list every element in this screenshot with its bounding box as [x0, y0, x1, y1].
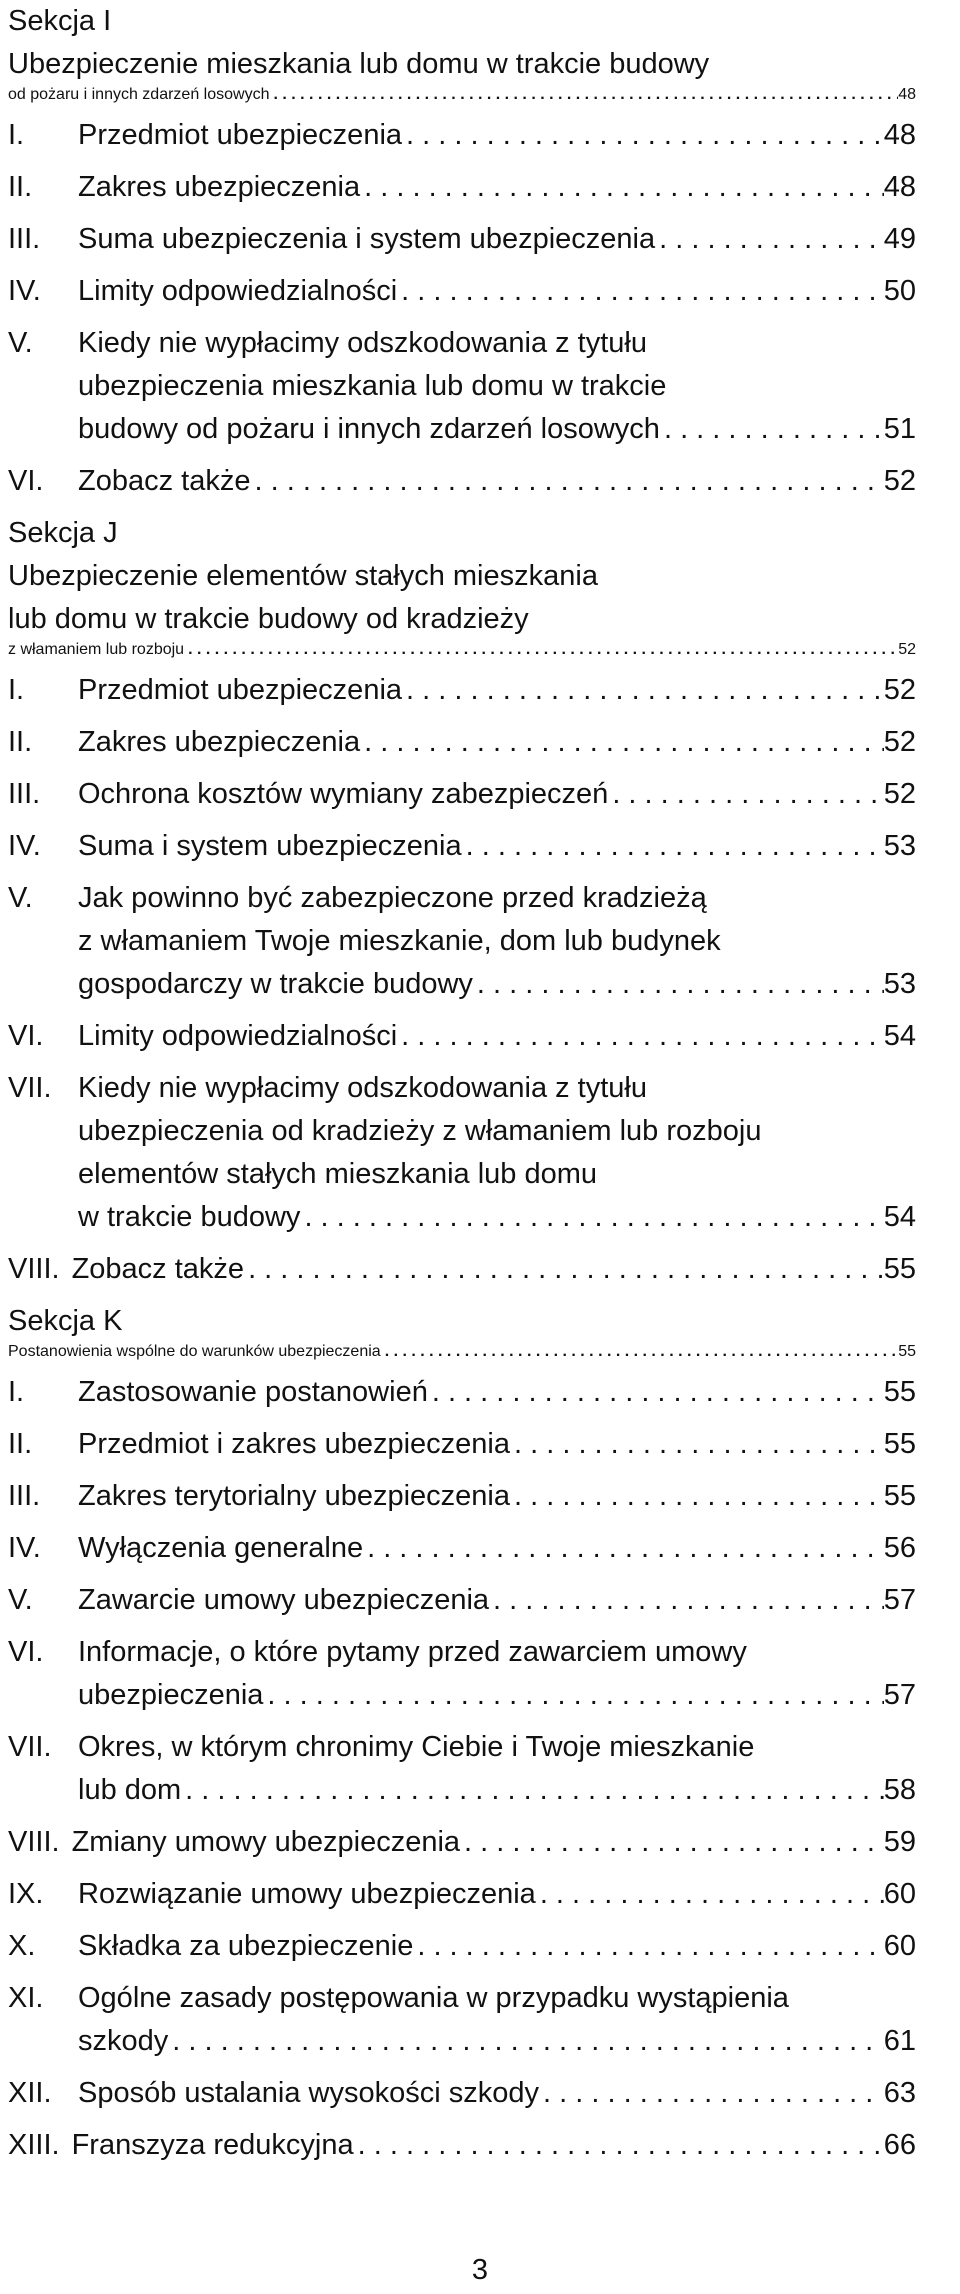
dot-leader: [608, 773, 883, 816]
dot-leader: [360, 166, 884, 209]
section-page-number: 55: [898, 1343, 916, 1360]
entry-title-line: Jak powinno być zabezpieczone przed kradzieżą: [78, 882, 707, 914]
entry-title-line: Okres, w którym chronimy Ciebie i Twoje mieszkanie: [78, 1731, 755, 1763]
section-title-text: Postanowienia wspólne do warunków ubezpieczenia: [8, 1343, 381, 1360]
entry-page-number: 51: [883, 413, 916, 445]
entry-body: [78, 1977, 916, 2063]
dot-leader: [363, 1527, 884, 1570]
entry-number: I.: [8, 674, 25, 706]
dot-leader: [360, 721, 884, 764]
entry-title-text: Zakres terytorialny ubezpieczenia: [78, 1480, 510, 1512]
toc-entry[interactable]: [8, 1067, 916, 1239]
entry-title-text: Limity odpowiedzialności: [78, 1020, 398, 1052]
dot-leader: [460, 1821, 884, 1864]
entry-number: I.: [8, 1376, 25, 1408]
dot-leader: [381, 1343, 899, 1361]
dot-leader: [402, 114, 884, 157]
dot-leader: [250, 460, 883, 503]
entry-body: [78, 669, 916, 712]
toc-entry[interactable]: [8, 825, 916, 868]
entry-title-text: Zmiany umowy ubezpieczenia: [71, 1826, 461, 1858]
dot-leader: [510, 1475, 884, 1518]
dot-leader: [181, 1769, 884, 1812]
toc-entry[interactable]: [8, 1821, 916, 1864]
entry-title-text: Zastosowanie postanowień: [78, 1376, 428, 1408]
entry-title-text: Zakres ubezpieczenia: [78, 726, 361, 758]
entry-title-line: Kiedy nie wypłacimy odszkodowania z tytułu: [78, 327, 647, 359]
entry-title-line: z włamaniem Twoje mieszkanie, dom lub budynek: [78, 925, 721, 957]
entry-last-line: [78, 408, 916, 451]
entry-body: [78, 1873, 916, 1916]
entry-body: [78, 773, 916, 816]
entry-body: [78, 1423, 916, 1466]
entry-page-number: 55: [883, 1428, 916, 1460]
entry-number: IV.: [8, 275, 41, 307]
toc-entry[interactable]: [8, 1579, 916, 1622]
entry-body: [78, 1631, 916, 1717]
entry-number: VII.: [8, 1072, 52, 1104]
toc-entry[interactable]: [8, 322, 916, 451]
entry-last-line: [72, 2124, 916, 2167]
entry-page-number: 63: [883, 2077, 916, 2109]
entry-number: I.: [8, 119, 25, 151]
entry-title-text: Wyłączenia generalne: [78, 1532, 364, 1564]
entry-title-text: Ochrona kosztów wymiany zabezpieczeń: [78, 778, 609, 810]
entry-body: [78, 1371, 916, 1414]
dot-leader: [473, 963, 884, 1006]
toc-entry[interactable]: [8, 721, 916, 764]
entry-page-number: 53: [883, 968, 916, 1000]
entry-title-text: Zobacz także: [71, 1253, 245, 1285]
section-page-number: 52: [898, 641, 916, 658]
entry-last-line: [78, 1873, 916, 1916]
entry-body: [78, 1579, 916, 1622]
entry-title-text: Suma ubezpieczenia i system ubezpieczenia: [78, 223, 656, 255]
toc-entry[interactable]: [8, 773, 916, 816]
entry-last-line: [78, 218, 916, 261]
entry-page-number: 52: [883, 674, 916, 706]
entry-page-number: 61: [883, 2025, 916, 2057]
entry-number: XI.: [8, 1982, 44, 2014]
entry-page-number: 60: [883, 1930, 916, 1962]
entry-last-line: [78, 1015, 916, 1058]
entry-title-text: lub dom: [78, 1774, 182, 1806]
dot-leader: [489, 1579, 884, 1622]
entry-page-number: 56: [883, 1532, 916, 1564]
entry-body: [78, 114, 916, 157]
entry-title-text: Przedmiot ubezpieczenia: [78, 119, 403, 151]
entry-page-number: 54: [883, 1201, 916, 1233]
section-page-number: 48: [898, 86, 916, 103]
entry-body: [78, 721, 916, 764]
table-of-contents: [8, 0, 916, 2176]
entry-last-line: [78, 1423, 916, 1466]
entry-body: [78, 1015, 916, 1058]
section-title[interactable]: [8, 1343, 916, 1361]
toc-entry[interactable]: [8, 2072, 916, 2115]
entry-title-line: ubezpieczenia od kradzieży z włamaniem lub rozboju: [78, 1115, 762, 1147]
entry-page-number: 60: [883, 1878, 916, 1910]
entry-last-line: [78, 2020, 916, 2063]
entry-last-line: [78, 773, 916, 816]
entry-page-number: 66: [883, 2129, 916, 2161]
entry-title-line: ubezpieczenia mieszkania lub domu w trakcie: [78, 370, 667, 402]
section-title-line: Ubezpieczenie elementów stałych mieszkania: [8, 560, 598, 592]
entry-last-line: [78, 825, 916, 868]
dot-leader: [655, 218, 884, 261]
dot-leader: [462, 825, 884, 868]
entry-title-text: Sposób ustalania wysokości szkody: [78, 2077, 540, 2109]
entry-title-text: ubezpieczenia: [78, 1679, 264, 1711]
section-title-text: od pożaru i innych zdarzeń losowych: [8, 86, 270, 103]
entry-body: [78, 877, 916, 1006]
entry-page-number: 48: [883, 171, 916, 203]
entry-page-number: 57: [883, 1679, 916, 1711]
entry-number: V.: [8, 882, 33, 914]
entry-body: [78, 460, 916, 503]
entry-page-number: 55: [883, 1376, 916, 1408]
entry-number: XII.: [8, 2077, 52, 2109]
entry-title-text: Zakres ubezpieczenia: [78, 171, 361, 203]
entry-body: [78, 270, 916, 313]
entry-body: [78, 1527, 916, 1570]
toc-section: [8, 1300, 916, 2167]
entry-title-text: gospodarczy w trakcie budowy: [78, 968, 473, 1000]
entry-last-line: [78, 721, 916, 764]
entry-page-number: 57: [883, 1584, 916, 1616]
entry-last-line: [78, 1579, 916, 1622]
entry-last-line: [78, 1475, 916, 1518]
entry-last-line: [78, 1769, 916, 1812]
section-label: Sekcja J: [8, 517, 118, 549]
toc-entry[interactable]: [8, 1977, 916, 2063]
entry-number: III.: [8, 778, 41, 810]
entry-last-line: [78, 1527, 916, 1570]
entry-title-text: Przedmiot i zakres ubezpieczenia: [78, 1428, 510, 1460]
toc-entry[interactable]: [8, 1873, 916, 1916]
toc-entry[interactable]: [8, 1726, 916, 1812]
entry-body: [78, 2072, 916, 2115]
toc-section: [8, 512, 916, 1291]
dot-leader: [244, 1248, 884, 1291]
entry-body: [78, 1067, 916, 1239]
entry-title-text: Suma i system ubezpieczenia: [78, 830, 462, 862]
entry-page-number: 48: [883, 119, 916, 151]
entry-page-number: 55: [883, 1253, 916, 1285]
entry-last-line: [78, 1371, 916, 1414]
toc-entry[interactable]: [8, 877, 916, 1006]
entry-page-number: 53: [883, 830, 916, 862]
entry-number: II.: [8, 171, 33, 203]
toc-entry[interactable]: [8, 669, 916, 712]
entry-last-line: [78, 460, 916, 503]
entry-page-number: 49: [883, 223, 916, 255]
dot-leader: [660, 408, 884, 451]
entry-number: III.: [8, 223, 41, 255]
entry-last-line: [78, 166, 916, 209]
toc-entry[interactable]: [8, 1423, 916, 1466]
section-title[interactable]: [8, 43, 916, 104]
toc-entry[interactable]: [8, 1925, 916, 1968]
entry-page-number: 52: [883, 726, 916, 758]
entry-title-text: Zobacz także: [78, 465, 251, 497]
dot-leader: [269, 86, 898, 104]
entry-number: VI.: [8, 1636, 44, 1668]
dot-leader: [397, 1015, 884, 1058]
page-number: 3: [471, 2254, 489, 2286]
entry-body: [72, 1821, 916, 1864]
entry-title-line: elementów stałych mieszkania lub domu: [78, 1158, 598, 1190]
entry-number: II.: [8, 1428, 33, 1460]
entry-last-line: [72, 1821, 916, 1864]
entry-title-line: Informacje, o które pytamy przed zawarciem umowy: [78, 1636, 747, 1668]
entry-number: III.: [8, 1480, 41, 1512]
entry-body: [78, 322, 916, 451]
entry-title-line: Ogólne zasady postępowania w przypadku wystąpienia: [78, 1982, 789, 2014]
toc-entry[interactable]: [8, 218, 916, 261]
section-label: Sekcja K: [8, 1305, 123, 1337]
toc-entry[interactable]: [8, 460, 916, 503]
dot-leader: [263, 1674, 883, 1717]
dot-leader: [397, 270, 884, 313]
entry-number: IV.: [8, 830, 41, 862]
entry-number: VIII.: [8, 1826, 60, 1858]
entry-last-line: [78, 2072, 916, 2115]
entry-last-line: [78, 669, 916, 712]
entry-title-text: Rozwiązanie umowy ubezpieczenia: [78, 1878, 536, 1910]
dot-leader: [536, 1873, 884, 1916]
section-title-line: Ubezpieczenie mieszkania lub domu w trakcie budowy: [8, 48, 710, 80]
toc-entry[interactable]: [8, 1527, 916, 1570]
entry-body: [78, 218, 916, 261]
entry-page-number: 55: [883, 1480, 916, 1512]
dot-leader: [354, 2124, 884, 2167]
entry-number: II.: [8, 726, 33, 758]
entry-last-line: [78, 114, 916, 157]
entry-number: VIII.: [8, 1253, 60, 1285]
entry-page-number: 52: [883, 778, 916, 810]
entry-number: X.: [8, 1930, 36, 1962]
entry-number: V.: [8, 327, 33, 359]
toc-entry[interactable]: [8, 1248, 916, 1291]
entry-title-text: szkody: [78, 2025, 169, 2057]
entry-number: V.: [8, 1584, 33, 1616]
entry-page-number: 54: [883, 1020, 916, 1052]
section-title-text: z włamaniem lub rozboju: [8, 641, 185, 658]
toc-entry[interactable]: [8, 1475, 916, 1518]
entry-page-number: 59: [883, 1826, 916, 1858]
entry-number: VI.: [8, 1020, 44, 1052]
entry-title-text: budowy od pożaru i innych zdarzeń losowych: [78, 413, 660, 445]
section-title-last-line: [8, 86, 916, 104]
entry-page-number: 52: [883, 465, 916, 497]
entry-last-line: [78, 1925, 916, 1968]
entry-body: [72, 1248, 916, 1291]
entry-body: [78, 1726, 916, 1812]
entry-last-line: [78, 1196, 916, 1239]
entry-number: IV.: [8, 1532, 41, 1564]
dot-leader: [184, 641, 898, 659]
entry-body: [78, 166, 916, 209]
toc-entry[interactable]: [8, 2124, 916, 2167]
section-title[interactable]: [8, 555, 916, 659]
entry-page-number: 50: [883, 275, 916, 307]
entry-last-line: [72, 1248, 916, 1291]
entry-title-text: Limity odpowiedzialności: [78, 275, 398, 307]
entry-title-text: Przedmiot ubezpieczenia: [78, 674, 403, 706]
entry-last-line: [78, 963, 916, 1006]
toc-entry[interactable]: [8, 270, 916, 313]
entry-page-number: 58: [883, 1774, 916, 1806]
entry-title-text: Zawarcie umowy ubezpieczenia: [78, 1584, 490, 1616]
dot-leader: [510, 1423, 884, 1466]
toc-entry[interactable]: [8, 1015, 916, 1058]
entry-body: [78, 1925, 916, 1968]
entry-title-text: Franszyza redukcyjna: [71, 2129, 354, 2161]
toc-entry[interactable]: [8, 1371, 916, 1414]
entry-body: [78, 825, 916, 868]
section-label: Sekcja I: [8, 5, 112, 37]
toc-section: [8, 0, 916, 503]
entry-last-line: [78, 1674, 916, 1717]
toc-entry[interactable]: [8, 1631, 916, 1717]
entry-number: XIII.: [8, 2129, 60, 2161]
dot-leader: [413, 1925, 883, 1968]
dot-leader: [428, 1371, 884, 1414]
dot-leader: [402, 669, 884, 712]
dot-leader: [539, 2072, 884, 2115]
entry-title-line: Kiedy nie wypłacimy odszkodowania z tytułu: [78, 1072, 647, 1104]
section-title-last-line: [8, 641, 916, 659]
entry-number: VI.: [8, 465, 44, 497]
toc-entry[interactable]: [8, 114, 916, 157]
toc-entry[interactable]: [8, 166, 916, 209]
entry-number: IX.: [8, 1878, 44, 1910]
section-title-line: lub domu w trakcie budowy od kradzieży: [8, 603, 529, 635]
dot-leader: [300, 1196, 883, 1239]
dot-leader: [168, 2020, 883, 2063]
entry-body: [72, 2124, 916, 2167]
entry-number: VII.: [8, 1731, 52, 1763]
entry-last-line: [78, 270, 916, 313]
entry-body: [78, 1475, 916, 1518]
section-title-last-line: [8, 1343, 916, 1361]
entry-title-text: w trakcie budowy: [78, 1201, 301, 1233]
entry-title-text: Składka za ubezpieczenie: [78, 1930, 414, 1962]
